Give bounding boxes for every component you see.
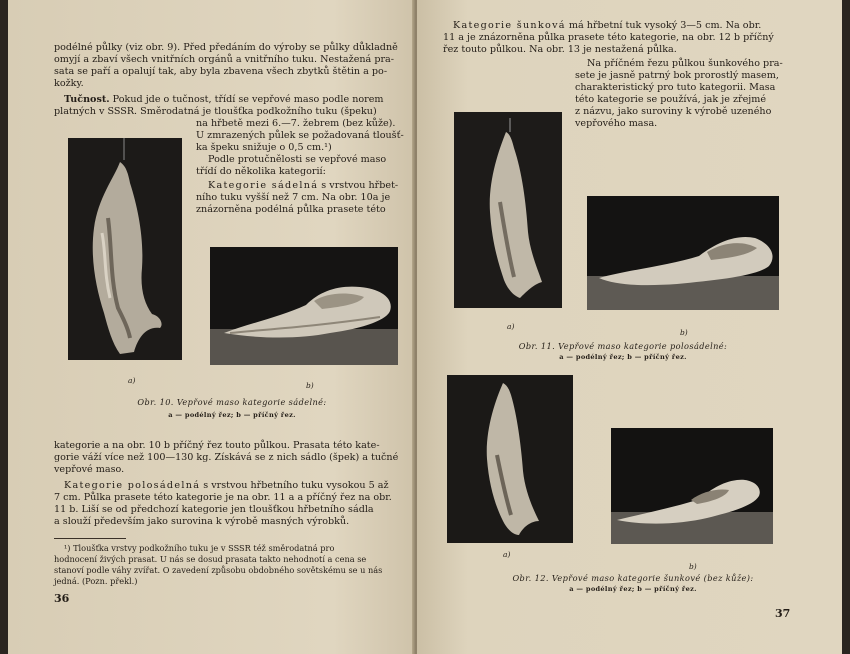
paragraph-line: sata se paří a opalují tak, aby byla zbavena všech zbytků štětin a po- — [54, 66, 388, 77]
paragraph-line: 7 cm. Půlka prasete této kategorie je na obr. 11 a a příčný řez na obr. — [54, 492, 392, 503]
paragraph-line: gorie váží více než 100—130 kg. Získává se z nich sádlo (špek) a tučné — [54, 452, 399, 463]
footnote-line: stanoví podle váhy zvířat. O zavedení způsobu obdobného sovětskému se u nás — [54, 565, 383, 575]
footnote-rule — [54, 538, 126, 539]
kat-polosadelna-term: Kategorie polosádelná — [64, 480, 201, 491]
side-line: této kategorie se používá, jak je zřejmé — [575, 94, 767, 105]
tucnost-line — [64, 94, 410, 106]
paragraph-line: platných v SSSR. Směrodatná je tloušťka podkožního tuku (špeku) — [54, 106, 377, 117]
fig12-label-a: a) — [503, 550, 511, 559]
side-line: ního tuku vyšší než 7 cm. Na obr. 10a je — [196, 192, 391, 203]
page-number: 37 — [775, 607, 791, 620]
fig11-caption: Obr. 11. Vepřové maso kategorie polosádelné: — [518, 341, 728, 351]
side-line: Podle protučnělosti se vepřové maso — [208, 154, 387, 165]
paragraph-line: 11 b. Liší se od předchozí kategorie jen tloušťkou hřbetního sádla — [54, 504, 374, 515]
paragraph-line: řez touto půlkou. Na obr. 13 je nestažená půlka. — [443, 44, 677, 55]
paragraph-line: vepřové maso. — [54, 464, 125, 475]
fig11-subcaption: a — podélný řez; b — příčný řez. — [559, 353, 687, 361]
fig11a-photo — [454, 112, 562, 308]
kat-sadelna-term: Kategorie sádelná — [208, 180, 319, 191]
footnote-line: hodnocení živých prasat. U nás se dosud prasata takto nehodnotí a cena se — [54, 554, 367, 564]
tucnost-text: Pokud jde o tučnost, třídí se vepřové maso podle norem — [109, 94, 384, 105]
kat-sunkova-term: Kategorie šunková — [453, 20, 566, 31]
fig12-subcaption: a — podélný řez; b — příčný řez. — [569, 585, 697, 593]
right-page — [417, 0, 842, 654]
footnote-line: ¹) Tloušťka vrstvy podkožního tuku je v SSSR též směrodatná pro — [64, 543, 335, 553]
side-line: znázorněna podélná půlka prasete této — [196, 204, 386, 215]
tucnost-heading: Tučnost. — [64, 94, 110, 105]
fig10-label-a: a) — [128, 376, 136, 385]
side-line: Na příčném řezu půlkou šunkového pra- — [587, 58, 783, 69]
fig10-subcaption: a — podélný řez; b — příčný řez. — [168, 411, 296, 419]
side-line: třídí do několika kategorií: — [196, 166, 326, 177]
fig10-caption: Obr. 10. Vepřové maso kategorie sádelné: — [137, 397, 327, 407]
fig12b-photo — [611, 428, 773, 544]
fig10a-photo — [68, 138, 182, 360]
paragraph-line: podélné půlky (viz obr. 9). Před předáním do výroby se půlky důkladně — [54, 42, 398, 53]
footnote-line: jedná. (Pozn. překl.) — [54, 576, 138, 586]
side-line: na hřbetě mezi 6.—7. žebrem (bez kůže). — [196, 118, 396, 129]
kat-sunkova-text: má hřbetní tuk vysoký 3—5 cm. Na obr. — [565, 20, 762, 31]
fig11b-photo — [587, 196, 779, 310]
fig11-label-a: a) — [507, 322, 515, 331]
fig12-label-b: b) — [689, 562, 697, 571]
kat-sunkova-line — [453, 20, 823, 32]
side-line: charakteristický pro tuto kategorii. Masa — [575, 82, 776, 93]
fig12a-photo — [447, 375, 573, 543]
kat-polosadelna-text: s vrstvou hřbetního tuku vysokou 5 až — [200, 480, 389, 491]
kat-sadelna-line — [208, 180, 410, 192]
side-line: U zmrazených půlek se požadovaná tloušť- — [196, 130, 404, 141]
paragraph-line: a slouží především jako surovina k výrobě masných výrobků. — [54, 516, 350, 527]
page-number: 36 — [54, 592, 70, 605]
left-page — [8, 0, 414, 654]
side-line: ka špeku snižuje o 0,5 cm.¹) — [196, 142, 332, 153]
paragraph-line: 11 a je znázorněna půlka prasete této kategorie, na obr. 12 b příčný — [443, 32, 774, 43]
kat-polosadelna-line — [64, 480, 410, 492]
kat-sadelna-text: s vrstvou hřbet- — [318, 180, 399, 191]
fig12-caption: Obr. 12. Vepřové maso kategorie šunkové (bez kůže): — [512, 573, 754, 583]
side-line: sete je jasně patrný bok prorostlý masem, — [575, 70, 779, 81]
side-line: z názvu, jako suroviny k výrobě uzeného — [575, 106, 772, 117]
paragraph-line: kategorie a na obr. 10 b příčný řez touto půlkou. Prasata této kate- — [54, 440, 380, 451]
paragraph-line: omyjí a zbaví všech vnitřních orgánů a vnitřního tuku. Nestažená pra- — [54, 54, 395, 65]
fig11-label-b: b) — [680, 328, 688, 337]
side-line: vepřového masa. — [575, 118, 658, 129]
fig10b-photo — [210, 247, 398, 365]
fig10-label-b: b) — [306, 381, 314, 390]
paragraph-line: kožky. — [54, 78, 84, 89]
